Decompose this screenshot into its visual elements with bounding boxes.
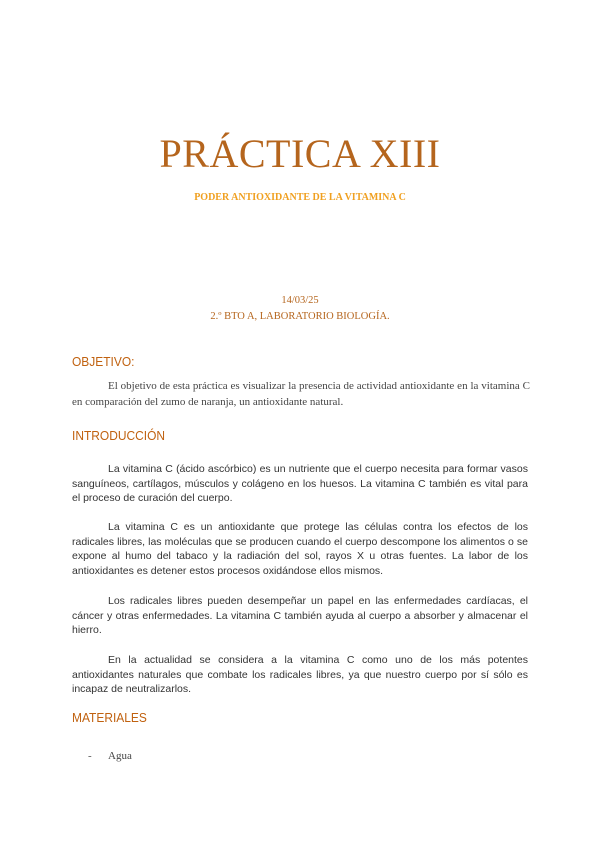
introduccion-paragraph-3: Los radicales libres pueden desempeñar un papel en las enfermedades cardíacas, el cáncer y otras enfermedades. La vitamina C también ayuda al cuerpo a absorber y almacenar el hierro. bbox=[72, 595, 528, 637]
document-subtitle: PODER ANTIOXIDANTE DE LA VITAMINA C bbox=[194, 192, 406, 203]
list-item bbox=[88, 748, 132, 764]
introduccion-heading: INTRODUCCIÓN bbox=[72, 428, 166, 443]
introduccion-paragraph-1: La vitamina C (ácido ascórbico) es un nutriente que el cuerpo necesita para formar vasos sanguíneos, cartílagos, músculos y colágeno en los huesos. La vitamina C también es vital para el proceso de curación del cuerpo. bbox=[72, 463, 528, 505]
material-label: Agua bbox=[108, 750, 132, 762]
bullet-dash-icon: - bbox=[88, 750, 92, 762]
document-title: PRÁCTICA XIII bbox=[159, 131, 441, 176]
document-date: 14/03/25 bbox=[281, 295, 319, 306]
materiales-list bbox=[88, 748, 132, 764]
document-course: 2.º BTO A, LABORATORIO BIOLOGÍA. bbox=[210, 311, 390, 322]
objetivo-heading: OBJETIVO: bbox=[72, 354, 135, 369]
introduccion-paragraph-4: En la actualidad se considera a la vitamina C como uno de los más potentes antioxidantes naturales que combate los radicales libres, ya que nuestro cuerpo por sí sólo es incapaz de neutralizarlos. bbox=[72, 654, 528, 696]
introduccion-paragraph-2: La vitamina C es un antioxidante que protege las células contra los efectos de los radicales libres, las moléculas que se producen cuando el cuerpo descompone los alimentos o se expone al humo del tabaco y la radiación del sol, rayos X u otras fuentes. La labor de los antioxidantes es detener estos procesos oxidándose ellos mismos. bbox=[72, 521, 528, 578]
objetivo-paragraph: El objetivo de esta práctica es visualizar la presencia de actividad antioxidante en la vitamina C en comparación del zumo de naranja, un antioxidante natural. bbox=[72, 380, 530, 408]
materiales-heading: MATERIALES bbox=[72, 710, 147, 725]
